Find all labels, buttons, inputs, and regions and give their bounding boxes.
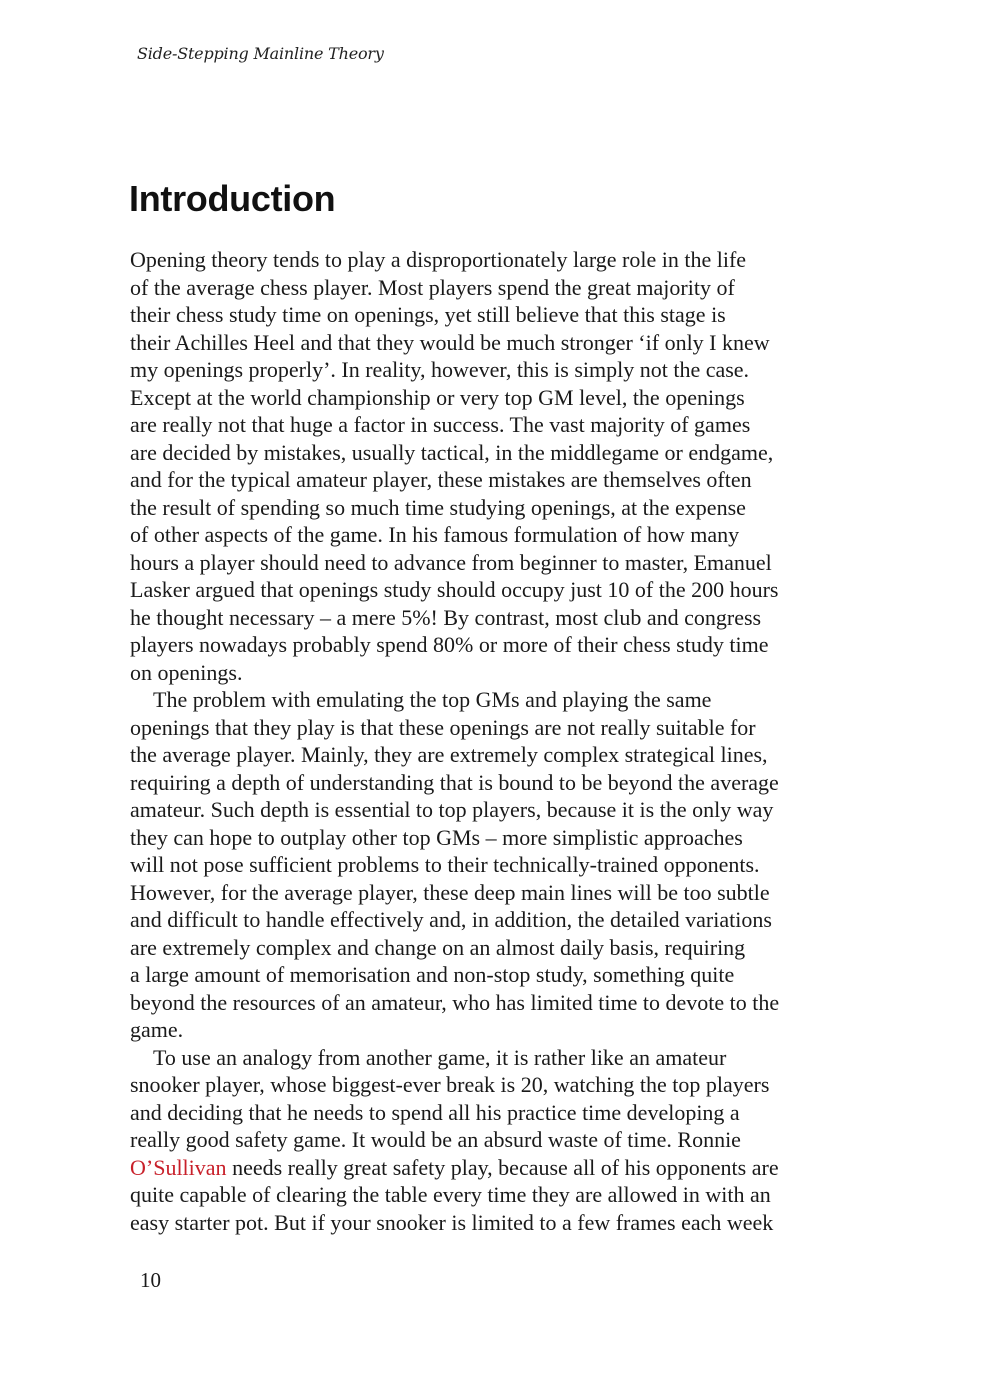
text-line: on openings. xyxy=(130,659,243,685)
text-line: hours a player should need to advance from beginner to master, Emanuel xyxy=(130,549,772,575)
text-line: of the average chess player. Most players spend the great majority of xyxy=(130,274,735,300)
text-line: snooker player, whose biggest-ever break is 20, watching the top players xyxy=(130,1072,770,1097)
chapter-title: Introduction xyxy=(129,178,336,219)
text-line: To use an analogy from another game, it is rather like an amateur xyxy=(153,1044,727,1070)
paragraph-3 xyxy=(130,1044,870,1237)
text-line: of other aspects of the game. In his famous formulation of how many xyxy=(130,522,740,547)
text-line: he thought necessary – a mere 5%! By contrast, most club and congress xyxy=(130,604,762,630)
text-line: the result of spending so much time studying openings, at the expense xyxy=(130,494,746,520)
text-line: their chess study time on openings, yet still believe that this stage is xyxy=(130,302,726,327)
text-line: really good safety game. It would be an absurd waste of time. Ronnie xyxy=(130,1127,741,1152)
text-line: amateur. Such depth is essential to top players, because it is the only way xyxy=(130,797,774,822)
text-line: game. xyxy=(130,1017,184,1042)
body-text xyxy=(130,246,870,1236)
osullivan-link[interactable]: O’Sullivan xyxy=(130,1154,227,1180)
page-number: 10 xyxy=(140,1268,161,1292)
text-line: are decided by mistakes, usually tactical, in the middlegame or endgame, xyxy=(130,439,774,465)
text-line: and difficult to handle effectively and, in addition, the detailed variations xyxy=(130,907,772,932)
text-line: a large amount of memorisation and non-stop study, something quite xyxy=(130,962,735,987)
text-line: are really not that huge a factor in success. The vast majority of games xyxy=(130,412,751,437)
running-header: Side-Stepping Mainline Theory xyxy=(137,44,384,63)
text-line: quite capable of clearing the table every time they are allowed in with an xyxy=(130,1182,771,1207)
text-line-with-link xyxy=(130,1154,870,1182)
text-line: beyond the resources of an amateur, who has limited time to devote to the xyxy=(130,989,780,1015)
text-line: my openings properly’. In reality, however, this is simply not the case. xyxy=(130,357,750,382)
text-line: the average player. Mainly, they are extremely complex strategical lines, xyxy=(130,742,768,767)
text-line: The problem with emulating the top GMs and playing the same xyxy=(153,687,712,712)
text-line: Opening theory tends to play a disproportionately large role in the life xyxy=(130,247,747,272)
text-line-rest: needs really great safety play, because all of his opponents are xyxy=(226,1154,779,1180)
text-line: Except at the world championship or very top GM level, the openings xyxy=(130,384,745,410)
paragraph-2 xyxy=(130,686,870,1044)
text-line: they can hope to outplay other top GMs – more simplistic approaches xyxy=(130,824,743,850)
text-line: and deciding that he needs to spend all his practice time developing a xyxy=(130,1099,740,1125)
text-line: requiring a depth of understanding that is bound to be beyond the average xyxy=(130,769,779,795)
text-line: their Achilles Heel and that they would be much stronger ‘if only I knew xyxy=(130,329,770,355)
text-line: players nowadays probably spend 80% or more of their chess study time xyxy=(130,632,769,657)
paragraph-1 xyxy=(130,246,870,686)
text-line: and for the typical amateur player, these mistakes are themselves often xyxy=(130,467,752,492)
text-line: However, for the average player, these deep main lines will be too subtle xyxy=(130,879,770,905)
text-line: will not pose sufficient problems to their technically-trained opponents. xyxy=(130,852,760,877)
text-line: openings that they play is that these openings are not really suitable for xyxy=(130,714,756,740)
text-line: Lasker argued that openings study should occupy just 10 of the 200 hours xyxy=(130,577,779,602)
text-line: easy starter pot. But if your snooker is limited to a few frames each week xyxy=(130,1209,774,1235)
text-line: are extremely complex and change on an almost daily basis, requiring xyxy=(130,934,746,960)
